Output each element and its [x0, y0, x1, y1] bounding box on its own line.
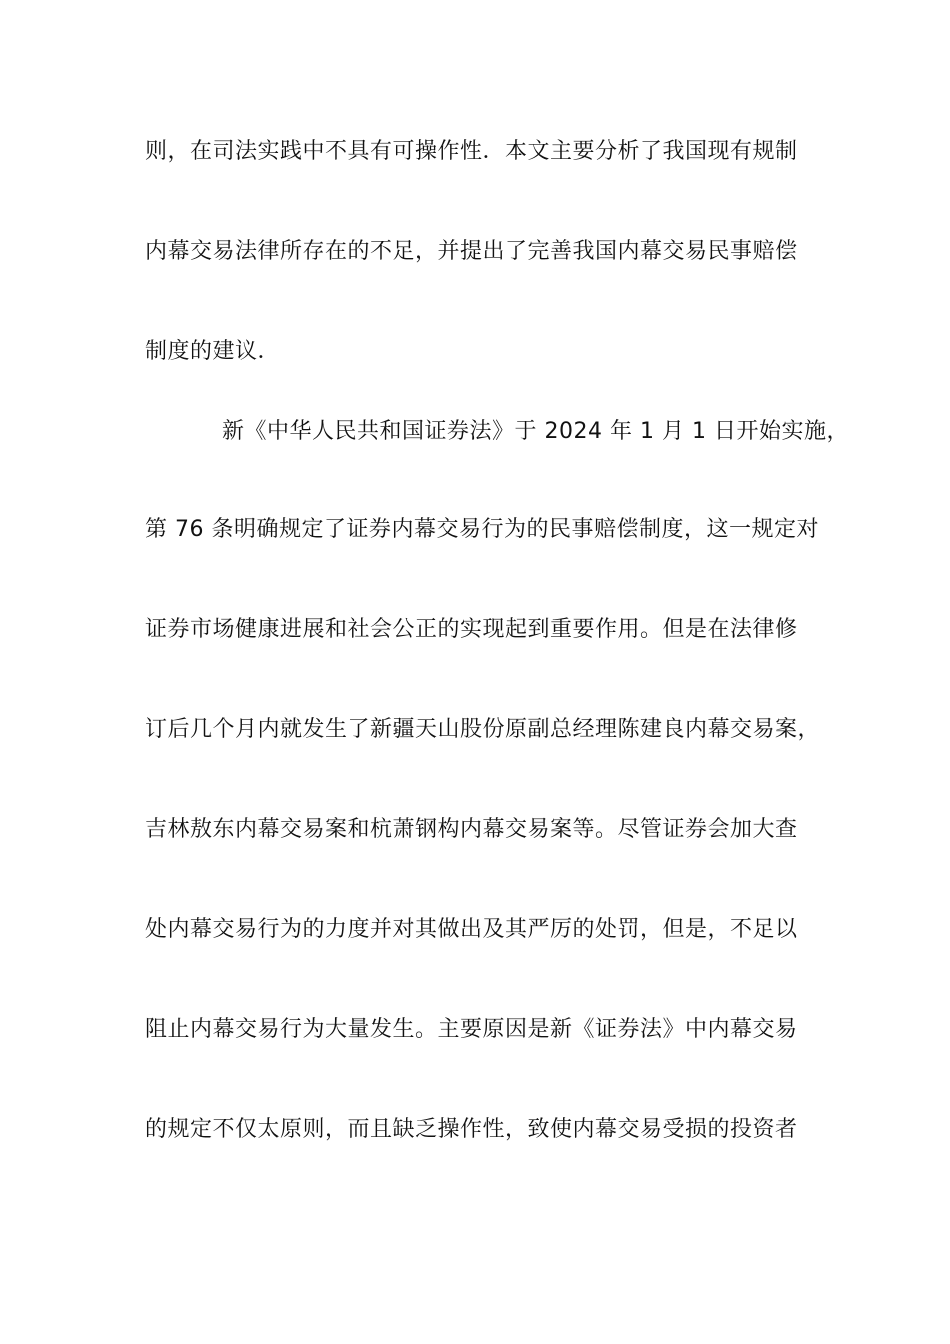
- text-line: 吉林敖东内幕交易案和杭萧钢构内幕交易案等。尽管证券会加大查: [145, 817, 798, 842]
- text-line: 证券市场健康进展和社会公正的实现起到重要作用。但是在法律修: [145, 617, 798, 642]
- text-line: 制度的建议．: [145, 339, 281, 364]
- text-line: 订后几个月内就发生了新疆天山股份原副总经理陈建良内幕交易案，: [145, 717, 821, 742]
- text-line: 内幕交易法律所存在的不足，并提出了完善我国内幕交易民事赔偿: [145, 239, 798, 264]
- text-line: 的规定不仅太原则，而且缺乏操作性，致使内幕交易受损的投资者: [145, 1117, 798, 1142]
- text-line: 处内幕交易行为的力度并对其做出及其严厉的处罚，但是，不足以: [145, 917, 798, 942]
- paragraph-first-line: 新《中华人民共和国证券法》于 2024 年 1 月 1 日开始实施，: [222, 419, 849, 444]
- text-line: 阻止内幕交易行为大量发生。主要原因是新《证券法》中内幕交易: [145, 1017, 798, 1042]
- text-line: 则，在司法实践中不具有可操作性．本文主要分析了我国现有规制: [145, 139, 798, 164]
- text-line: 第 76 条明确规定了证券内幕交易行为的民事赔偿制度，这一规定对: [145, 517, 819, 542]
